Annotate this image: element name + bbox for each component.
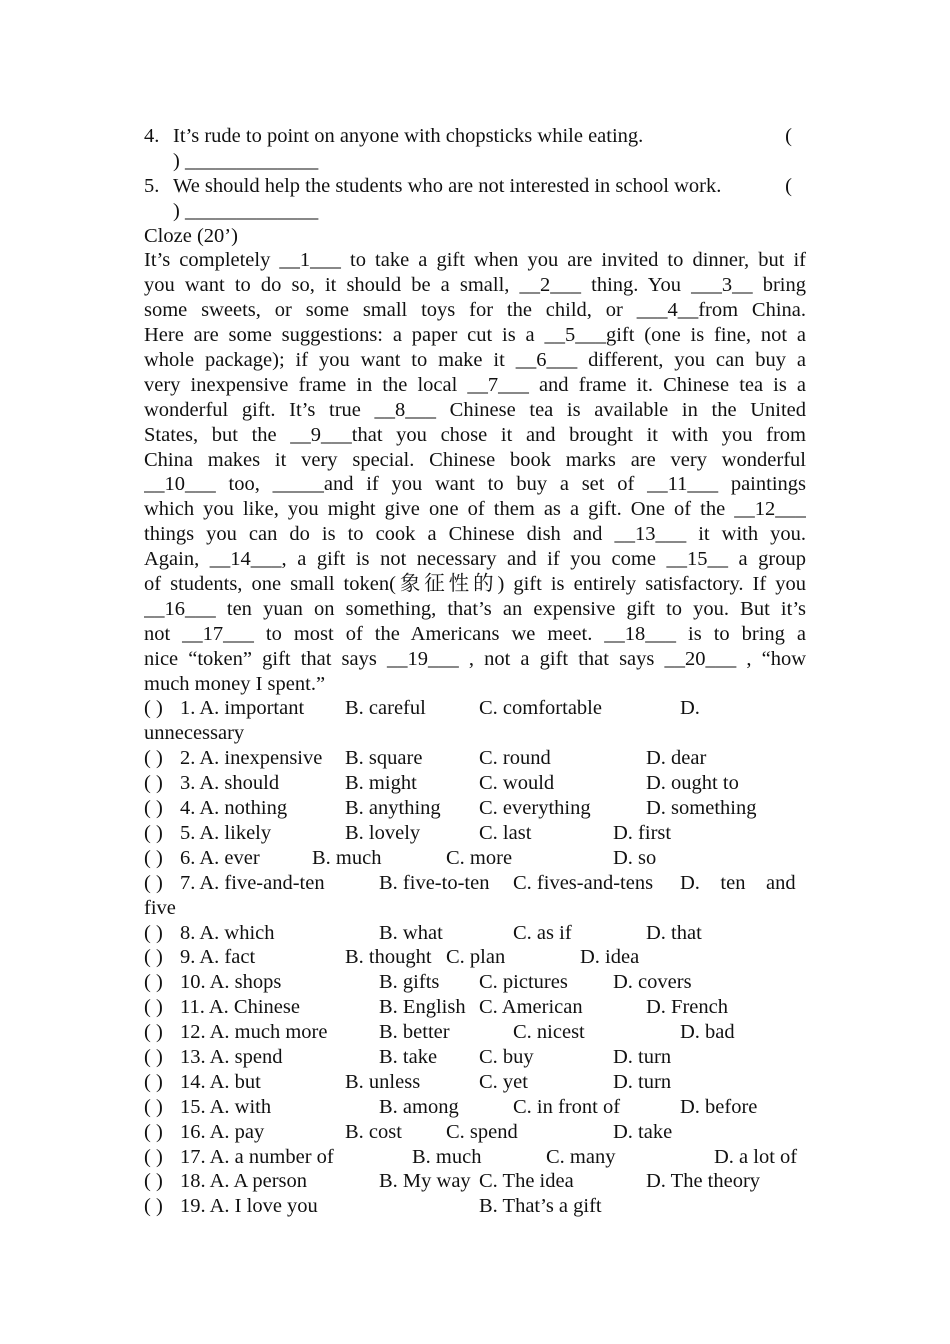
option-b: B. anything xyxy=(345,797,441,820)
question-row xyxy=(144,1070,806,1095)
option-b: B. better xyxy=(379,1021,450,1044)
option-d: D. something xyxy=(646,797,757,820)
option-b: B. might xyxy=(345,772,417,795)
option-d: D. ten and xyxy=(680,871,796,894)
option-b: B. cost xyxy=(345,1120,402,1143)
passage-line: things you can do is to cook a Chinese dish and __13___ it with you. xyxy=(144,523,806,546)
option-a: A. Chinese xyxy=(208,996,300,1019)
question-number-and-option-a xyxy=(180,1145,334,1170)
option-a: A. likely xyxy=(199,821,272,844)
option-a: A. five-and-ten xyxy=(199,871,325,894)
section-heading-cloze: Cloze (20’) xyxy=(144,224,238,247)
option-c: C. pictures xyxy=(479,971,568,994)
answer-paren[interactable]: ( ) xyxy=(144,747,163,770)
option-a: A. fact xyxy=(199,946,256,969)
passage-line: very inexpensive frame in the local __7___ and frame it. Chinese tea is a xyxy=(144,373,806,396)
question-number: 6. xyxy=(180,846,196,869)
option-b: B. what xyxy=(379,921,443,944)
option-c: C. nicest xyxy=(513,1021,585,1044)
option-c: C. plan xyxy=(446,946,506,969)
worksheet-page xyxy=(144,124,806,1219)
option-d: D. before xyxy=(680,1095,758,1118)
option-b: B. take xyxy=(379,1045,438,1068)
option-b: B. thought xyxy=(345,946,432,969)
question-row xyxy=(144,970,806,995)
option-b: B. five-to-ten xyxy=(379,871,490,894)
question-number-and-option-a xyxy=(180,846,260,871)
option-b: B. unless xyxy=(345,1070,421,1093)
option-c: C. would xyxy=(479,772,555,795)
question-row xyxy=(144,1095,806,1120)
option-b: B. much xyxy=(412,1145,482,1168)
option-d: D. ought to xyxy=(646,772,739,795)
option-a: A. important xyxy=(199,697,305,720)
option-b: B. much xyxy=(312,846,382,869)
passage-line: which you like, you might give one of them as a gift. One of the __12___ xyxy=(144,498,806,521)
question-number: 14. xyxy=(180,1070,206,1093)
option-d: D. French xyxy=(646,996,728,1019)
passage-line: of students, one small token(象征性的) gift is entirely satisfactory. If you xyxy=(144,573,806,596)
question-number-and-option-a xyxy=(180,995,300,1020)
question-number-and-option-a xyxy=(180,771,279,796)
question-row xyxy=(144,1169,806,1194)
option-b: B. careful xyxy=(345,697,426,720)
passage-line: __10___ too, _____and if you want to buy a set of __11___ paintings xyxy=(144,473,806,496)
tf-item-4-answer-line xyxy=(144,149,806,174)
option-a: A. but xyxy=(209,1070,261,1093)
option-c: C. The idea xyxy=(479,1170,574,1193)
question-number: 5. xyxy=(180,821,196,844)
option-c: C. yet xyxy=(479,1070,528,1093)
answer-paren[interactable]: ( ) xyxy=(144,1021,163,1044)
option-b: B. among xyxy=(379,1095,459,1118)
answer-paren[interactable]: ( ) xyxy=(144,946,163,969)
question-number: 16. xyxy=(180,1120,206,1143)
question-number: 17. xyxy=(180,1145,206,1168)
question-number-and-option-a xyxy=(180,1070,261,1095)
option-c: C. round xyxy=(479,747,551,770)
question-row xyxy=(144,995,806,1020)
passage-line: wonderful gift. It’s true __8___ Chinese tea is available in the United xyxy=(144,398,806,421)
option-d: D. so xyxy=(613,846,657,869)
question-number-and-option-a xyxy=(180,1169,307,1194)
option-c: C. in front of xyxy=(513,1095,621,1118)
answer-paren[interactable]: ( ) xyxy=(144,971,163,994)
option-wrap-line: unnecessary xyxy=(144,722,245,745)
answer-blank: ) _____________ xyxy=(173,149,319,172)
question-row xyxy=(144,1120,806,1145)
question-number: 8. xyxy=(180,921,196,944)
passage-line: much money I spent.” xyxy=(144,672,326,695)
option-c: C. as if xyxy=(513,921,572,944)
question-row xyxy=(144,945,806,970)
passage-line: __16___ ten yuan on something, that’s an expensive gift to you. But it’s xyxy=(144,597,806,620)
option-a: A. spend xyxy=(209,1045,283,1068)
cloze-passage xyxy=(144,248,806,696)
question-row xyxy=(144,796,806,821)
option-d: D. first xyxy=(613,821,672,844)
answer-paren[interactable]: ( ) xyxy=(144,1170,163,1193)
answer-paren[interactable]: ( ) xyxy=(144,996,163,1019)
tf-item-number: 4. xyxy=(144,125,160,147)
option-a: A. A person xyxy=(209,1170,307,1193)
option-d: D. covers xyxy=(613,971,692,994)
answer-paren[interactable]: ( ) xyxy=(144,1145,163,1168)
question-row xyxy=(144,1145,806,1170)
question-list xyxy=(144,696,806,1219)
option-d: D. dear xyxy=(646,747,707,770)
passage-line: It’s completely __1___ to take a gift when you are invited to dinner, but if xyxy=(144,249,806,272)
option-a: A. a number of xyxy=(209,1145,334,1168)
answer-paren[interactable]: ( ) xyxy=(144,772,163,795)
option-d: D. bad xyxy=(680,1021,735,1044)
question-number: 13. xyxy=(180,1045,206,1068)
passage-line: you want to do so, it should be a small, __2___ thing. You ___3__ bring xyxy=(144,274,806,297)
answer-paren-open: ( xyxy=(785,174,792,197)
answer-paren[interactable]: ( ) xyxy=(144,797,163,820)
option-c: C. last xyxy=(479,821,532,844)
question-number: 19. xyxy=(180,1195,206,1218)
passage-line: nice “token” gift that says __19___ , not a gift that says __20___ , “how xyxy=(144,647,806,670)
option-a: A. nothing xyxy=(199,797,288,820)
option-a: A. which xyxy=(199,921,275,944)
question-number-and-option-a xyxy=(180,871,325,896)
answer-paren[interactable]: ( ) xyxy=(144,697,163,720)
option-wrap-line: five xyxy=(144,896,176,919)
question-number-and-option-a xyxy=(180,696,304,721)
question-number-and-option-a xyxy=(180,1194,318,1219)
option-a: A. ever xyxy=(199,846,260,869)
question-number-and-option-a xyxy=(180,821,271,846)
option-c: C. more xyxy=(446,846,513,869)
passage-line: some sweets, or some small toys for the child, or ___4__from China. xyxy=(144,299,806,322)
tf-item-5 xyxy=(144,174,806,199)
question-number-and-option-a xyxy=(180,1020,327,1045)
answer-paren[interactable]: ( ) xyxy=(144,821,163,844)
passage-line: not __17___ to most of the Americans we meet. __18___ is to bring a xyxy=(144,622,806,645)
option-d: D. a lot of xyxy=(714,1145,798,1168)
passage-line: Again, __14___, a gift is not necessary and if you come __15__ a group xyxy=(144,548,806,571)
question-number-and-option-a xyxy=(180,796,287,821)
question-number-and-option-a xyxy=(180,1120,264,1145)
answer-blank: ) _____________ xyxy=(173,199,319,222)
question-number: 4. xyxy=(180,797,196,820)
question-number: 10. xyxy=(180,971,206,994)
question-number-and-option-a xyxy=(180,1095,271,1120)
question-number-and-option-a xyxy=(180,970,281,995)
answer-paren[interactable]: ( ) xyxy=(144,1095,163,1118)
answer-paren[interactable]: ( ) xyxy=(144,1195,163,1218)
question-number: 3. xyxy=(180,772,196,795)
option-b: B. lovely xyxy=(345,821,421,844)
passage-line: States, but the __9___that you chose it and brought it with you from xyxy=(144,423,806,446)
question-number-and-option-a xyxy=(180,921,275,946)
question-row xyxy=(144,921,806,946)
option-a: A. shops xyxy=(209,971,282,994)
question-row xyxy=(144,821,806,846)
answer-paren-open: ( xyxy=(785,125,792,147)
question-number: 11. xyxy=(180,996,205,1019)
question-number: 15. xyxy=(180,1095,206,1118)
option-a: A. should xyxy=(199,772,280,795)
question-row xyxy=(144,1045,806,1070)
option-c: C. fives-and-tens xyxy=(513,871,654,894)
question-row xyxy=(144,696,806,721)
answer-paren[interactable]: ( ) xyxy=(144,1045,163,1068)
question-row xyxy=(144,746,806,771)
option-d: D. The theory xyxy=(646,1170,761,1193)
option-b: B. English xyxy=(379,996,466,1019)
tf-item-text: We should help the students who are not interested in school work. xyxy=(173,174,722,197)
tf-item-4 xyxy=(144,124,806,149)
question-number-and-option-a xyxy=(180,945,255,970)
option-a: A. pay xyxy=(209,1120,265,1143)
question-number: 12. xyxy=(180,1021,206,1044)
option-a: A. with xyxy=(209,1095,272,1118)
option-b: B. gifts xyxy=(379,971,440,994)
option-a: A. inexpensive xyxy=(199,747,323,770)
question-row xyxy=(144,1194,806,1219)
option-b: B. That’s a gift xyxy=(479,1195,602,1218)
answer-paren[interactable]: ( ) xyxy=(144,1070,163,1093)
passage-line: whole package); if you want to make it __6___ different, you can buy a xyxy=(144,349,806,372)
option-a: A. I love you xyxy=(209,1195,318,1218)
option-b: B. square xyxy=(345,747,423,770)
option-d: D. that xyxy=(646,921,702,944)
question-row xyxy=(144,846,806,871)
passage-line: China makes it very special. Chinese book marks are very wonderful xyxy=(144,448,806,471)
answer-paren[interactable]: ( ) xyxy=(144,846,163,869)
tf-item-5-answer-line xyxy=(144,199,806,224)
option-c: C. American xyxy=(479,996,583,1019)
question-number: 9. xyxy=(180,946,196,969)
tf-item-number: 5. xyxy=(144,174,160,197)
option-c: C. many xyxy=(546,1145,616,1168)
option-c: C. everything xyxy=(479,797,591,820)
option-d: D. xyxy=(680,697,700,720)
answer-paren[interactable]: ( ) xyxy=(144,871,163,894)
option-c: C. spend xyxy=(446,1120,518,1143)
question-number: 18. xyxy=(180,1170,206,1193)
option-d: D. idea xyxy=(580,946,640,969)
option-b: B. My way xyxy=(379,1170,471,1193)
option-d: D. turn xyxy=(613,1045,672,1068)
question-row xyxy=(144,771,806,796)
question-number-and-option-a xyxy=(180,1045,283,1070)
question-number: 2. xyxy=(180,747,196,770)
option-c: C. comfortable xyxy=(479,697,602,720)
option-d: D. turn xyxy=(613,1070,672,1093)
answer-paren[interactable]: ( ) xyxy=(144,921,163,944)
tf-item-text: It’s rude to point on anyone with chopsticks while eating. xyxy=(173,125,644,147)
question-number-and-option-a xyxy=(180,746,322,771)
question-row xyxy=(144,1020,806,1045)
answer-paren[interactable]: ( ) xyxy=(144,1120,163,1143)
option-c: C. buy xyxy=(479,1045,534,1068)
question-number: 1. xyxy=(180,697,196,720)
option-d: D. take xyxy=(613,1120,673,1143)
option-a: A. much more xyxy=(209,1021,328,1044)
passage-line: Here are some suggestions: a paper cut is a __5___gift (one is fine, not a xyxy=(144,324,806,347)
question-number: 7. xyxy=(180,871,196,894)
question-row xyxy=(144,871,806,896)
